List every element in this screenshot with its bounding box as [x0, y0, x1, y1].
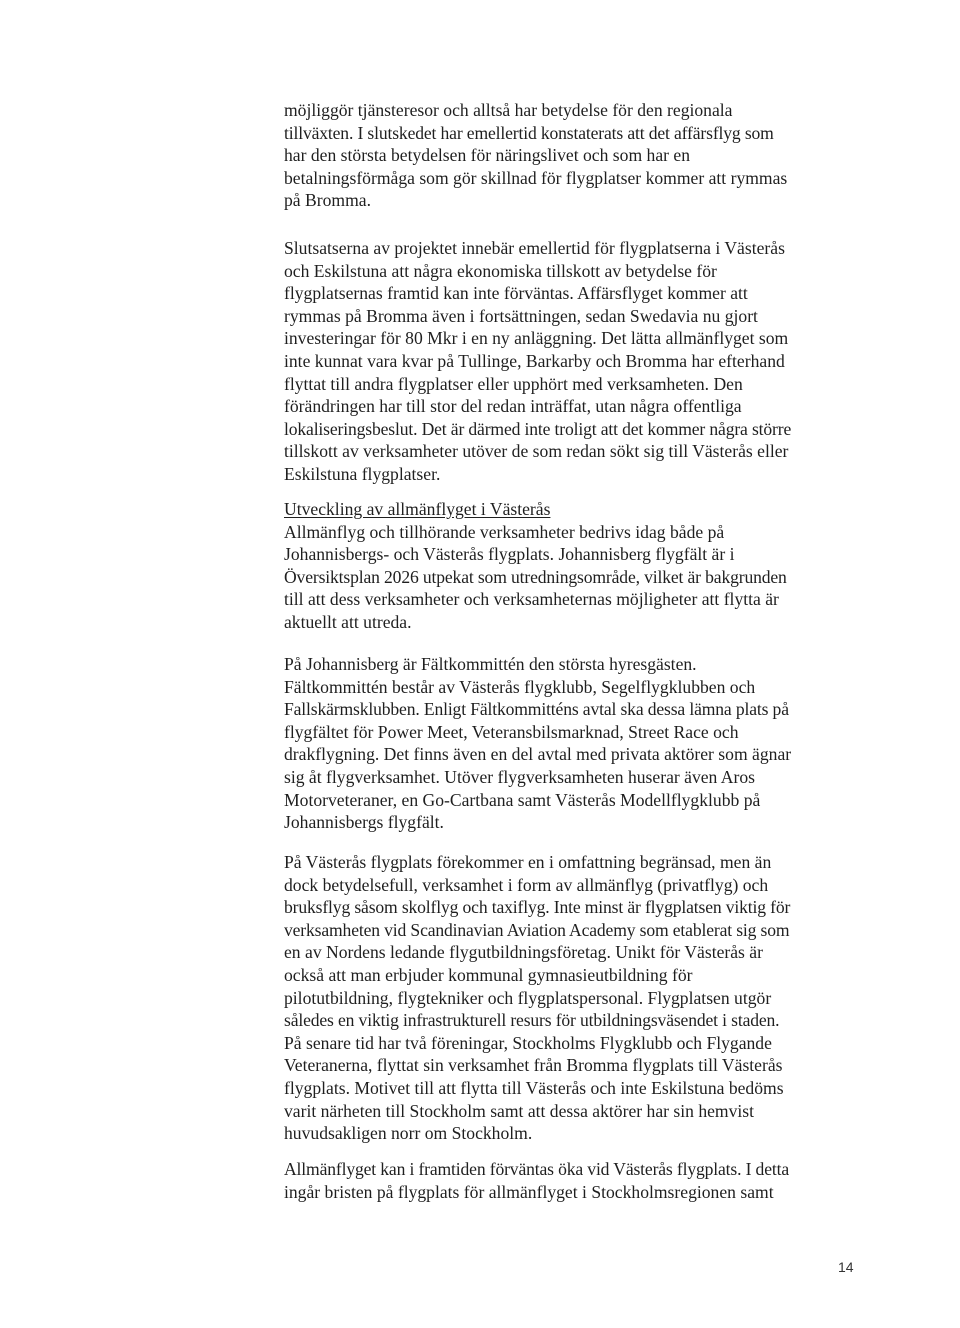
- text-line: möjliggör tjänsteresor och alltså har betydelse för den regionala: [284, 100, 733, 120]
- text-line: dock betydelsefull, verksamhet i form av allmänflyg (privatflyg) och: [284, 874, 769, 895]
- text-line: också att man erbjuder kommunal gymnasieutbildning för: [284, 964, 693, 985]
- text-line: Fältkommittén består av Västerås flygklubb, Segelflygklubben och: [284, 676, 756, 697]
- text-line: lokaliseringsbeslut. Det är därmed inte troligt att det kommer några större: [284, 418, 792, 439]
- text-line: Slutsatserna av projektet innebär emellertid för flygplatserna i Västerås: [284, 238, 785, 258]
- text-line: inte kunnat vara kvar på Tullinge, Barkarby och Bromma har efterhand: [284, 350, 785, 371]
- text-line: huvudsakligen norr om Stockholm.: [284, 1123, 533, 1144]
- text-line: pilotutbildning, flygtekniker och flygplatspersonal. Flygplatsen utgör: [284, 987, 772, 1008]
- section-allmanflyg-vasteras: [284, 498, 874, 634]
- text-line: flygplats. Motivet till att flytta till Västerås och inte Eskilstuna bedöms: [284, 1077, 784, 1098]
- text-line: Allmänflyg och tillhörande verksamheter bedrivs idag både på: [284, 521, 725, 542]
- text-line: tillväxten. I slutskedet har emellertid konstaterats att det affärsflyg som: [284, 122, 774, 143]
- text-line: verksamheten vid Scandinavian Aviation Academy som etablerat sig som: [284, 919, 790, 940]
- text-line: På Västerås flygplats förekommer en i omfattning begränsad, men än: [284, 852, 772, 872]
- text-line: och Eskilstuna att några ekonomiska tillskott av betydelse för: [284, 260, 717, 281]
- text-line: Översiktsplan 2026 utpekat som utredningsområde, vilket är bakgrunden: [284, 566, 787, 587]
- text-line: ingår bristen på flygplats för allmänflyget i Stockholmsregionen samt: [284, 1181, 774, 1202]
- paragraph-4: [284, 653, 874, 834]
- section-heading: Utveckling av allmänflyget i Västerås: [284, 499, 551, 519]
- text-line: Johannisbergs flygfält.: [284, 812, 444, 833]
- paragraph-1: [284, 99, 874, 212]
- text-line: en av Nordens ledande flygutbildningsföretag. Unikt för Västerås är: [284, 942, 763, 963]
- text-line: tillskott av verksamheter utöver de som redan sökt sig till Västerås eller: [284, 441, 789, 462]
- text-line: bruksflyg såsom skolflyg och taxiflyg. Inte minst är flygplatsen viktig för: [284, 897, 791, 918]
- text-line: har den största betydelsen för näringslivet och som har en: [284, 145, 691, 166]
- text-line: Fallskärmsklubben. Enligt Fältkommitténs avtal ska dessa lämna plats på: [284, 699, 789, 720]
- text-line: Eskilstuna flygplatser.: [284, 463, 441, 484]
- paragraph-2: [284, 237, 874, 486]
- text-line: Veteranerna, flyttat sin verksamhet från Bromma flygplats till Västerås: [284, 1055, 783, 1076]
- text-line: investeringar för 80 Mkr i en ny anläggning. Det lätta allmänflyget som: [284, 328, 789, 349]
- text-line: På senare tid har två föreningar, Stockholms Flygklubb och Flygande: [284, 1032, 772, 1053]
- text-line: varit närheten till Stockholm samt att dessa aktörer har sin hemvist: [284, 1100, 755, 1121]
- text-line: till att dess verksamheter och verksamheternas möjligheter att flytta är: [284, 589, 779, 610]
- text-line: aktuellt att utreda.: [284, 611, 412, 632]
- text-line: drakflygning. Det finns även en del avtal med privata aktörer som ägnar: [284, 744, 792, 765]
- text-line: På Johannisberg är Fältkommittén den största hyresgästen.: [284, 654, 697, 674]
- text-line: således en viktig infrastrukturell resurs för utbildningsväsendet i staden.: [284, 1010, 780, 1031]
- text-line: flygfältet för Power Meet, Veteransbilsmarknad, Street Race och: [284, 721, 739, 742]
- text-line: sig åt flygverksamhet. Utöver flygverksamheten huserar även Aros: [284, 766, 755, 787]
- page-number: 14: [838, 1259, 854, 1275]
- text-line: rymmas på Bromma även i fortsättningen, sedan Swedavia nu gjort: [284, 305, 758, 326]
- text-line: flyttat till andra flygplatser eller upphört med verksamheten. Den: [284, 373, 743, 394]
- text-line: förändringen har till stor del redan inträffat, utan några offentliga: [284, 396, 742, 417]
- text-line: betalningsförmåga som gör skillnad för flygplatser kommer att rymmas: [284, 167, 788, 188]
- text-line: flygplatsernas framtid kan inte förväntas. Affärsflyget kommer att: [284, 283, 748, 304]
- text-line: Allmänflyget kan i framtiden förväntas öka vid Västerås flygplats. I detta: [284, 1159, 789, 1179]
- text-line: Motorveteraner, en Go-Cartbana samt Västerås Modellflygklubb på: [284, 789, 761, 810]
- text-line: Johannisbergs- och Västerås flygplats. Johannisberg flygfält är i: [284, 544, 735, 565]
- text-line: på Bromma.: [284, 190, 371, 211]
- paragraph-5: [284, 851, 874, 1145]
- paragraph-6: [284, 1158, 874, 1203]
